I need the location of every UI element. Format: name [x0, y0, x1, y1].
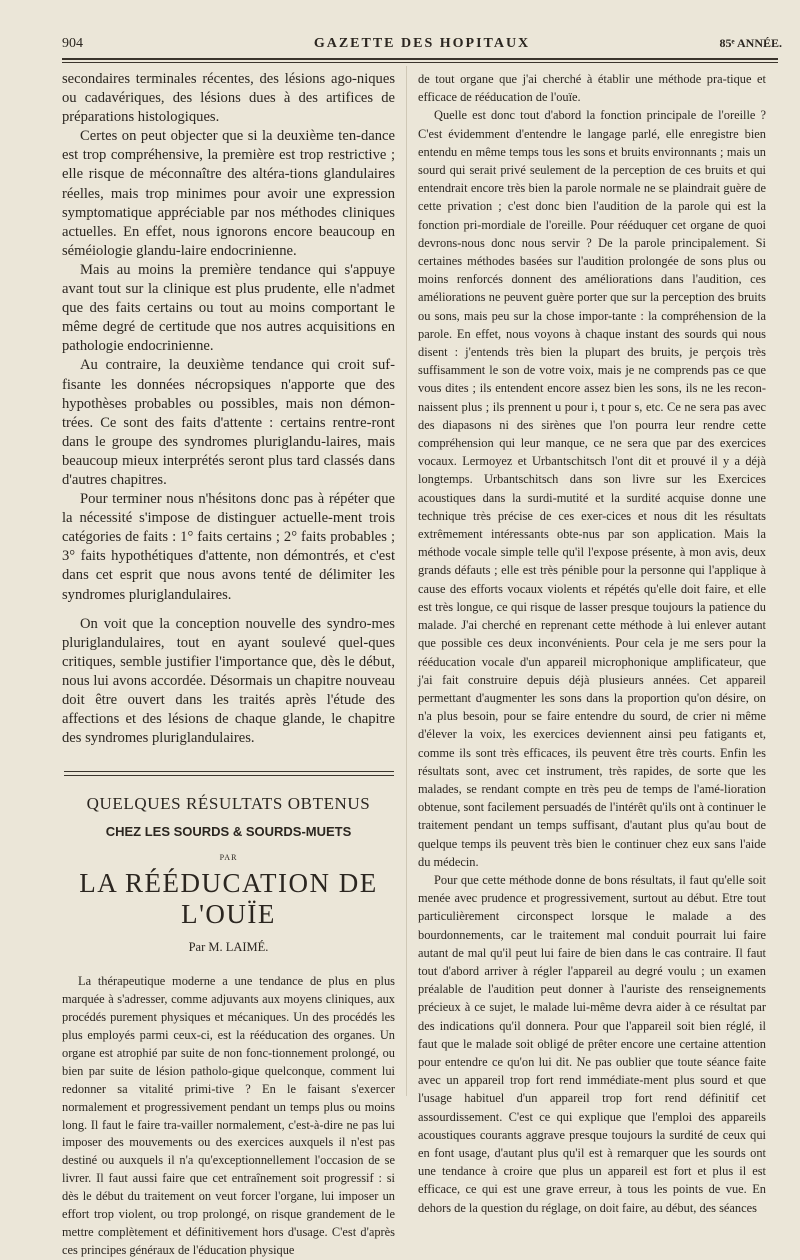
right-column	[418, 70, 766, 1217]
paragraph: Pour terminer nous n'hésitons donc pas à répéter que la nécessité s'impose de distinguer actuelle-ment trois catégories de faits : 1° faits certains ; 2° faits probables ; 3° faits hypothétiques d'attente, non démontrés, et c'est dans cet esprit que nous avons tenté de délimiter les syndromes pluriglandulaires.	[62, 491, 395, 603]
article-subtitle: CHEZ LES SOURDS & SOURDS-MUETS	[105, 824, 352, 840]
article-intro	[62, 973, 395, 1260]
article-title: QUELQUES RÉSULTATS OBTENUS	[86, 794, 371, 814]
column-divider	[406, 66, 407, 1096]
page-number: 904	[62, 36, 83, 51]
journal-year: 85ᵉ ANNÉE.	[719, 36, 782, 50]
paragraph: Quelle est donc tout d'abord la fonction principale de l'oreille ? C'est évidemment d'entendre le langage parlé, elle enregistre bien entendu en même temps tous les sons et bruits environnants ; mais un sourd qui serait privé seulement de la perception de ces bruits et qui entendrait encore très bien la parole normale ne se plaindrait guère de cette privation ; c'est donc bien l'audition de la parole qui est la fonction pri-mordiale de l'oreille. Pour rééduquer cet organe de quoi devrons-nous donc nous servir ? De la parole principalement. Si certaines méthodes basées sur l'audition prolongée de sons plus ou moins renforcés donnent des améliorations dans l'audition, ces améliorations ne peuvent guère porter que sur la perception des bruits ou sons, mais peu sur la chose impor-tante : la compréhension de la parole. En effet, nous voyons à chaque instant des sourds qui nous disent : j'entends très bien la plupart des bruits, je perçois très suffisamment le son de votre voix, mais je ne comprends pas ce que vous dites ; ils entendent encore assez bien les sons, ils ne les recon-naissent plus ; ils prennent u pour i, t pour s, etc. Ce ne sera pas avec des diapasons ni des sirènes que l'on pourra leur rendre cette compréhension qui leur manque, ce ne sera que par des exercices vocaux. Lermoyez et Urbantschitsch l'ont dit et prouvé il y a déjà longtemps. Urbantschitsch dans son livre sur les Exercices acoustiques dans la surdi-mutité et la surdité acquise donne une technique très précise de ces exer-cices et nous dit les résultats extrêmement intéressants obte-nus par son application. Mais la méthode vocale simple telle qu'il l'expose présente, à mon avis, deux grands défauts ; elle est très pénible pour la personne qui l'applique à cause des efforts vocaux violents et répétés qu'elle doit faire, et elle est très longue, ce qui risque de lasser presque toujours la patience du malade. J'ai cherché en reprenant cette méthode à lui enlever autant que possible ces deux inconvénients. Pour cela je me sers pour la rééducation vocale d'un appareil microphonique amplificateur, que j'ai fait construire depuis déjà plusieurs années. Cet appareil permettant d'augmenter les sons dans la proportion qu'on désire, on n'a plus besoin, pour se faire entendre du sourd, de crier ni même d'élever la voix, les exercices deviennent ainsi peu fatigants et, comme ils sont très efficaces, ils peuvent être très courts. Enfin les résultats sont, avec cet instrument, très rapides, de sorte que les malades, se rendant compte en très peu de temps de l'amé-lioration obtenue, sont facilement persuadés de l'intérêt qu'ils ont à continuer le traitement pendant un temps suffisant, d'autant plus qu'au bout de quelque temps ils peuvent très bien le continuer chez eux sans l'aide du médecin.	[418, 108, 766, 869]
paragraph: Au contraire, la deuxième tendance qui croit suf-fisante les données nécropsiques n'apporte que des hypothèses probables ou possibles, mais non démon-trées. Ce sont des faits d'attente : certains rentre-ront dans le groupe des syndromes pluriglandu-laires, mais beaucoup mieux interprétés seront plus tard classés dans d'autres chapitres.	[62, 357, 395, 488]
paragraph: On voit que la conception nouvelle des syndro-mes pluriglandulaires, tout en ayant soulevé quel-ques critiques, semble justifier l'importance que, dès le début, nous lui avons accordée. Désormais un chapitre nouveau doit être ouvert dans les traités après l'étude des affections et des lésions de chaque glande, le chapitre des syndromes pluriglandulaires.	[62, 615, 395, 747]
page-header	[62, 34, 782, 56]
paragraph: Mais au moins la première tendance qui s'appuye avant tout sur la clinique est plus prudente, elle n'admet que des faits certains ou tout au moins comportant le même degré de certitude que nos autres acquisitions en pathologie endocrinienne.	[62, 261, 395, 355]
section-divider	[64, 771, 394, 776]
previous-article-end	[62, 70, 395, 748]
paragraph: Pour que cette méthode donne de bons résultats, il faut qu'elle soit menée avec prudence et progressivement, surtout au début. Etre tout particulièrement circonspect lorsque le malade a des bourdonnements, car le traitement mal conduit pourrait lui faire autant de mal qu'il peut lui faire de bien dans le cas contraire. Il faut tout d'abord arriver à régler l'appareil au degré voulu ; un examen préalable de l'audition peut donner à l'auriste des renseignements précieux à ce sujet, le malade lui-même devra aider à ce résultat par des indications qu'il donnera. Pour que l'appareil soit bien réglé, il faut que le malade soit obligé de prêter encore une certaine attention pour entendre ce qu'on lui dit. Ne pas oublier que toute séance faite avec un appareil trop fort rend immédiate-ment plus sourd et que l'usage habituel d'un appareil trop fort rend définitif cet assourdissement. C'est ce qui explique que l'emploi des appareils acoustiques courants aggrave presque toujours la surdité de ceux qui en font usage, d'autant plus qu'il est à remarquer que les sourds ont une tendance à croire que plus un appareil est fort et plus il est efficace, ce qui est une grave erreur, à tous les points de vue. En dehors de la question du réglage, on doit faire, au début, des séances	[418, 872, 766, 1215]
article-par: PAR	[219, 853, 238, 863]
paragraph: secondaires terminales récentes, des lésions ago-niques ou cadavériques, des lésions dues à des artifices de préparations histologiques.	[62, 71, 395, 126]
paragraph: Certes on peut objecter que si la deuxième ten-dance est trop compréhensive, la première est trop restrictive ; elle risque de méconnaître des altéra-tions glandulaires réelles, mais trop minimes pour avoir une expression symptomatique appréciable par nos méthodes cliniques actuelles. En effet, nous ignorons encore beaucoup en séméiologie glandu-laire endocrinienne.	[62, 128, 395, 259]
header-rule	[62, 58, 778, 63]
paragraph: La thérapeutique moderne a une tendance de plus en plus marquée à s'adresser, comme adjuvants aux moyens cliniques, aux procédés purement physiques et mécaniques. Un des procédés les plus employés parmi ceux-ci, est la rééducation des organes. Un organe est atrophié par suite de non fonc-tionnement prolongé, ou bien par suite de lésion patholo-gique quelconque, comment lui redonner sa vitalité primi-tive ? En le faisant s'exercer normalement et progressivement pendant un temps plus ou moins long. Il faut le faire tra-vailler normalement, c'est-à-dire ne pas lui imposer des mouvements ou des exercices auxquels il n'est pas destiné ou auxquels il n'a qu'exceptionnellement l'occasion de se livrer. Il faut aussi faire que cet entraînement soit progressif : si dès le début du traitement on veut forcer l'organe, lui imposer un effort trop violent, ou trop prolongé, on risque grandement de le mettre complètement et définitivement hors d'usage. C'est d'après ces principes généraux de l'éducation physique	[62, 974, 395, 1257]
journal-title: GAZETTE DES HOPITAUX	[313, 36, 531, 51]
article-author: Par M. LAIMÉ.	[188, 940, 269, 955]
left-column	[62, 70, 395, 1260]
paragraph: de tout organe que j'ai cherché à établir une méthode pra-tique et efficace de rééducation de l'ouïe.	[418, 72, 766, 105]
article-main-title: LA RÉÉDUCATION DE L'OUÏE	[79, 868, 378, 930]
